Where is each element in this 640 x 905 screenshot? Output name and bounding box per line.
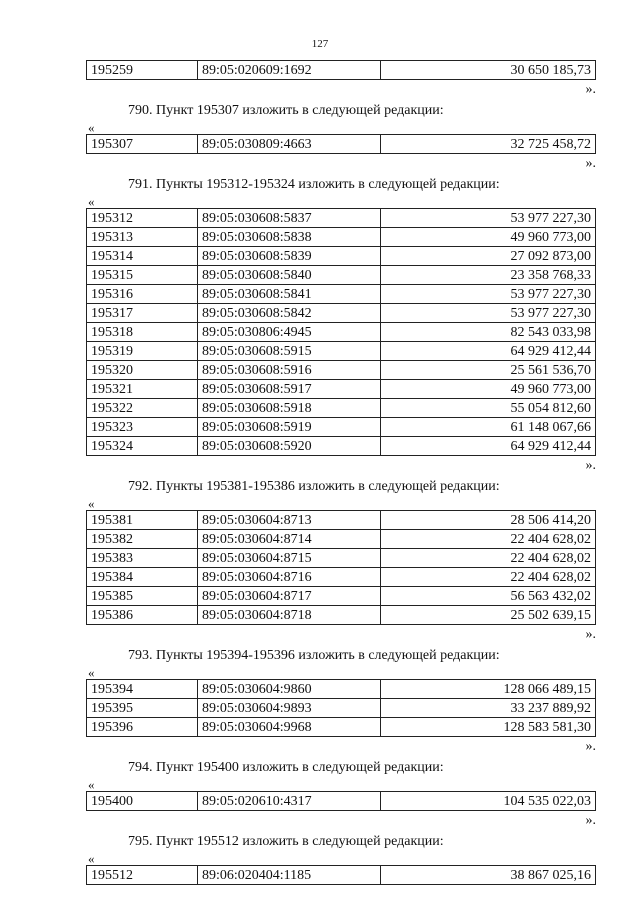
cadastral-value-cell: 27 092 873,00 (381, 247, 596, 266)
item-number-cell: 195319 (87, 342, 198, 361)
amendment-section (86, 101, 596, 173)
cadastral-number-cell: 89:05:030608:5837 (198, 209, 381, 228)
cadastral-value-cell: 25 502 639,15 (381, 606, 596, 625)
table-row (87, 247, 596, 266)
cadastral-value-cell: 30 650 185,73 (381, 61, 596, 80)
document-content (86, 60, 596, 885)
table-row (87, 530, 596, 549)
cadastral-number-cell: 89:05:030806:4945 (198, 323, 381, 342)
cadastral-value-cell: 28 506 414,20 (381, 511, 596, 530)
cadastral-number-cell: 89:06:020404:1185 (198, 866, 381, 885)
cadastral-value-cell: 104 535 022,03 (381, 792, 596, 811)
item-number-cell: 195324 (87, 437, 198, 456)
item-number-cell: 195317 (87, 304, 198, 323)
amendment-heading: 792. Пункты 195381-195386 изложить в следующей редакции: (128, 479, 500, 494)
table-row (87, 323, 596, 342)
item-number-cell: 195385 (87, 587, 198, 606)
cadastral-number-cell: 89:05:030608:5916 (198, 361, 381, 380)
table-row (87, 606, 596, 625)
item-number-cell: 195383 (87, 549, 198, 568)
cadastral-number-cell: 89:05:030604:8714 (198, 530, 381, 549)
cadastral-value-cell: 53 977 227,30 (381, 285, 596, 304)
cadastral-number-cell: 89:05:030608:5920 (198, 437, 381, 456)
cadastral-number-cell: 89:05:030608:5919 (198, 418, 381, 437)
table-row (87, 568, 596, 587)
cadastral-number-cell: 89:05:030608:5917 (198, 380, 381, 399)
cadastral-number-cell: 89:05:030608:5842 (198, 304, 381, 323)
item-number-cell: 195318 (87, 323, 198, 342)
open-quote: « (88, 777, 95, 792)
amendment-heading: 791. Пункты 195312-195324 изложить в следующей редакции: (128, 177, 500, 192)
item-number-cell: 195316 (87, 285, 198, 304)
table-row (87, 699, 596, 718)
cadastral-table (86, 60, 596, 80)
cadastral-number-cell: 89:05:020610:4317 (198, 792, 381, 811)
cadastral-value-cell: 32 725 458,72 (381, 135, 596, 154)
cadastral-value-cell: 53 977 227,30 (381, 304, 596, 323)
item-number-cell: 195312 (87, 209, 198, 228)
cadastral-number-cell: 89:05:030604:9968 (198, 718, 381, 737)
item-number-cell: 195321 (87, 380, 198, 399)
cadastral-number-cell: 89:05:030608:5918 (198, 399, 381, 418)
table-row (87, 380, 596, 399)
item-number-cell: 195307 (87, 135, 198, 154)
cadastral-value-cell: 25 561 536,70 (381, 361, 596, 380)
close-quote: ». (585, 458, 596, 473)
cadastral-number-cell: 89:05:030608:5840 (198, 266, 381, 285)
table-row (87, 209, 596, 228)
table-row (87, 304, 596, 323)
cadastral-value-cell: 128 066 489,15 (381, 680, 596, 699)
cadastral-value-cell: 49 960 773,00 (381, 228, 596, 247)
cadastral-number-cell: 89:05:030604:9860 (198, 680, 381, 699)
close-quote: ». (585, 627, 596, 642)
cadastral-value-cell: 33 237 889,92 (381, 699, 596, 718)
cadastral-number-cell: 89:05:030604:8717 (198, 587, 381, 606)
table-row (87, 792, 596, 811)
table-row (87, 549, 596, 568)
cadastral-number-cell: 89:05:030608:5839 (198, 247, 381, 266)
cadastral-value-cell: 22 404 628,02 (381, 549, 596, 568)
table-row (87, 135, 596, 154)
cadastral-number-cell: 89:05:030604:8713 (198, 511, 381, 530)
amendment-section (86, 477, 596, 644)
amendment-heading: 795. Пункт 195512 изложить в следующей редакции: (128, 834, 444, 849)
cadastral-number-cell: 89:05:030604:8718 (198, 606, 381, 625)
close-quote: ». (585, 156, 596, 171)
table-row (87, 587, 596, 606)
amendment-section (86, 832, 596, 885)
amendment-section (86, 646, 596, 756)
table-row (87, 437, 596, 456)
table-row (87, 866, 596, 885)
open-quote: « (88, 665, 95, 680)
cadastral-table (86, 791, 596, 811)
cadastral-value-cell: 22 404 628,02 (381, 568, 596, 587)
item-number-cell: 195386 (87, 606, 198, 625)
item-number-cell: 195384 (87, 568, 198, 587)
cadastral-value-cell: 64 929 412,44 (381, 342, 596, 361)
amendment-heading: 794. Пункт 195400 изложить в следующей редакции: (128, 760, 444, 775)
item-number-cell: 195394 (87, 680, 198, 699)
item-number-cell: 195313 (87, 228, 198, 247)
cadastral-number-cell: 89:05:030608:5915 (198, 342, 381, 361)
cadastral-number-cell: 89:05:030604:8715 (198, 549, 381, 568)
table-row (87, 361, 596, 380)
table-row (87, 680, 596, 699)
item-number-cell: 195314 (87, 247, 198, 266)
page-number: 127 (311, 38, 329, 50)
cadastral-number-cell: 89:05:030809:4663 (198, 135, 381, 154)
item-number-cell: 195320 (87, 361, 198, 380)
cadastral-number-cell: 89:05:030608:5841 (198, 285, 381, 304)
table-row (87, 228, 596, 247)
item-number-cell: 195400 (87, 792, 198, 811)
item-number-cell: 195382 (87, 530, 198, 549)
cadastral-value-cell: 22 404 628,02 (381, 530, 596, 549)
cadastral-value-cell: 23 358 768,33 (381, 266, 596, 285)
cadastral-number-cell: 89:05:030604:9893 (198, 699, 381, 718)
open-quote: « (88, 851, 95, 866)
amendment-section (86, 60, 596, 99)
item-number-cell: 195259 (87, 61, 198, 80)
open-quote: « (88, 120, 95, 135)
table-row (87, 418, 596, 437)
cadastral-table (86, 865, 596, 885)
cadastral-number-cell: 89:05:030608:5838 (198, 228, 381, 247)
close-quote: ». (585, 813, 596, 828)
table-row (87, 511, 596, 530)
cadastral-value-cell: 38 867 025,16 (381, 866, 596, 885)
open-quote: « (88, 496, 95, 511)
table-row (87, 266, 596, 285)
item-number-cell: 195396 (87, 718, 198, 737)
amendment-heading: 790. Пункт 195307 изложить в следующей редакции: (128, 103, 444, 118)
table-row (87, 342, 596, 361)
item-number-cell: 195512 (87, 866, 198, 885)
table-row (87, 285, 596, 304)
close-quote: ». (585, 82, 596, 97)
item-number-cell: 195395 (87, 699, 198, 718)
cadastral-value-cell: 56 563 432,02 (381, 587, 596, 606)
item-number-cell: 195323 (87, 418, 198, 437)
cadastral-table (86, 208, 596, 456)
cadastral-value-cell: 64 929 412,44 (381, 437, 596, 456)
cadastral-value-cell: 55 054 812,60 (381, 399, 596, 418)
cadastral-value-cell: 82 543 033,98 (381, 323, 596, 342)
amendment-section (86, 758, 596, 830)
cadastral-value-cell: 61 148 067,66 (381, 418, 596, 437)
item-number-cell: 195315 (87, 266, 198, 285)
close-quote: ». (585, 739, 596, 754)
cadastral-table (86, 134, 596, 154)
open-quote: « (88, 194, 95, 209)
item-number-cell: 195322 (87, 399, 198, 418)
cadastral-number-cell: 89:05:020609:1692 (198, 61, 381, 80)
item-number-cell: 195381 (87, 511, 198, 530)
amendment-heading: 793. Пункты 195394-195396 изложить в следующей редакции: (128, 648, 500, 663)
table-row (87, 61, 596, 80)
cadastral-number-cell: 89:05:030604:8716 (198, 568, 381, 587)
cadastral-table (86, 679, 596, 737)
amendment-section (86, 175, 596, 475)
table-row (87, 718, 596, 737)
cadastral-table (86, 510, 596, 625)
cadastral-value-cell: 49 960 773,00 (381, 380, 596, 399)
cadastral-value-cell: 128 583 581,30 (381, 718, 596, 737)
table-row (87, 399, 596, 418)
cadastral-value-cell: 53 977 227,30 (381, 209, 596, 228)
